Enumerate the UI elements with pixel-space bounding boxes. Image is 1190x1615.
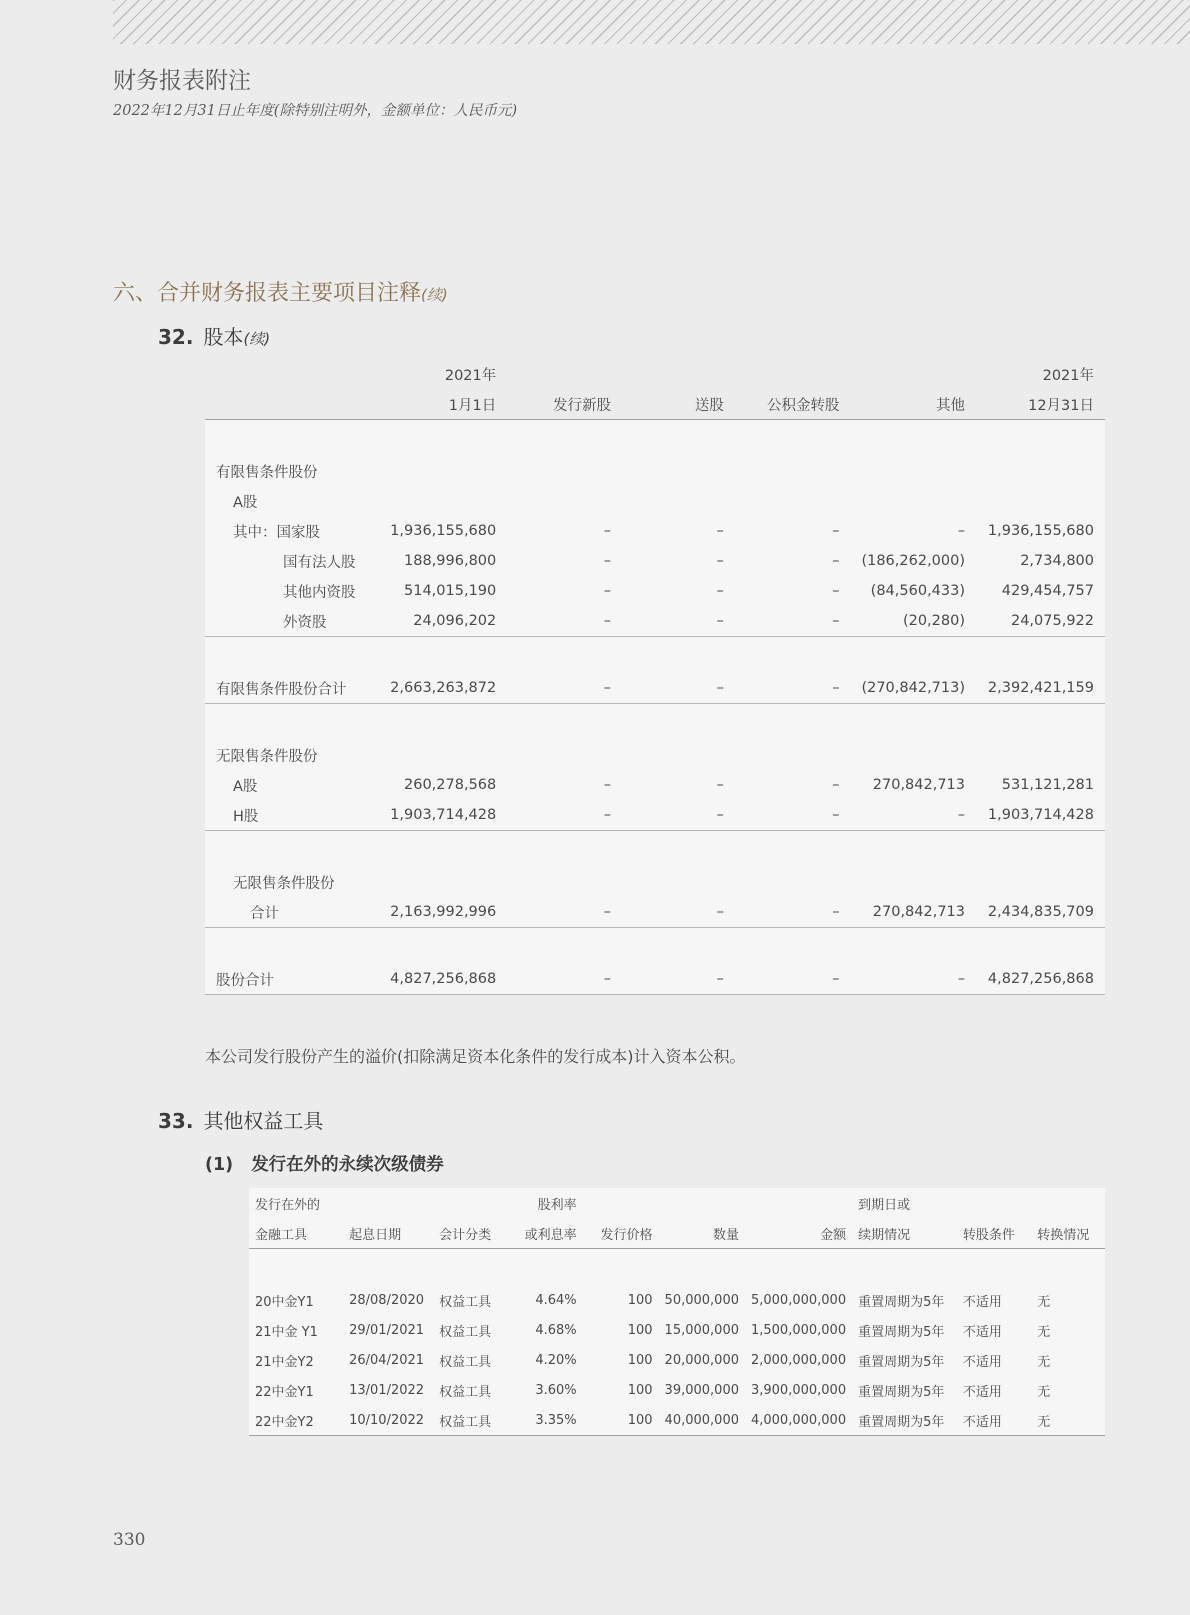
cell-quantity: 20,000,000 <box>659 1345 745 1375</box>
cell-bonus: – <box>622 516 735 546</box>
note-33-number: 33. <box>158 1109 194 1133</box>
cell-name: 21中金 Y1 <box>249 1315 343 1345</box>
col-maturity: 到期日或 <box>852 1188 957 1218</box>
cell-new: – <box>507 673 622 704</box>
col-reserve: 公积金转股 <box>735 389 851 420</box>
unrestricted-block <box>205 704 1105 831</box>
cell-reserve: – <box>735 546 851 576</box>
table-row <box>205 516 1105 546</box>
cell-term: 重置周期为5年 <box>852 1285 957 1315</box>
cell-status: 无 <box>1031 1345 1105 1375</box>
cell-quantity: 39,000,000 <box>659 1375 745 1405</box>
cell-bonus: – <box>622 897 735 928</box>
cell-other: 270,842,713 <box>850 897 976 928</box>
cell-class: 权益工具 <box>433 1345 507 1375</box>
row-label: A股 <box>205 486 379 516</box>
cell-term: 重置周期为5年 <box>852 1405 957 1436</box>
cell-bonus: – <box>622 800 735 831</box>
cell-open: 1,903,714,428 <box>379 800 507 831</box>
cell-quantity: 40,000,000 <box>659 1405 745 1436</box>
cell-price: 100 <box>583 1405 659 1436</box>
row-label: 股份合计 <box>205 964 379 995</box>
cell-rate: 4.64% <box>507 1285 583 1315</box>
table-row <box>205 546 1105 576</box>
cell-open: 1,936,155,680 <box>379 516 507 546</box>
cell-term: 重置周期为5年 <box>852 1345 957 1375</box>
cell-amount: 3,900,000,000 <box>745 1375 852 1405</box>
table-row <box>205 486 1105 516</box>
row-label: 合计 <box>205 897 379 928</box>
cell-reserve: – <box>735 897 851 928</box>
cell-conversion: 不适用 <box>957 1315 1031 1345</box>
row-label: 其他内资股 <box>205 576 379 606</box>
row-label: 国有法人股 <box>205 546 379 576</box>
cell-name: 22中金Y2 <box>249 1405 343 1436</box>
cell-date: 29/01/2021 <box>343 1315 433 1345</box>
cell-conversion: 不适用 <box>957 1405 1031 1436</box>
col-instrument: 发行在外的 <box>249 1188 343 1218</box>
row-label: 其中：国家股 <box>205 516 379 546</box>
col-class: 会计分类 <box>433 1218 507 1249</box>
cell-close: 1,903,714,428 <box>976 800 1105 831</box>
col-status: 转换情况 <box>1031 1218 1105 1249</box>
cell-close: 2,392,421,159 <box>976 673 1105 704</box>
cell-date: 28/08/2020 <box>343 1285 433 1315</box>
col-instrument-2: 金融工具 <box>249 1218 343 1249</box>
row-label: 有限售条件股份合计 <box>205 673 379 704</box>
cell-new: – <box>507 800 622 831</box>
table-row <box>205 867 1105 897</box>
note-33-heading <box>158 1105 323 1134</box>
row-label: 无限售条件股份 <box>205 740 379 770</box>
col-new-issue: 发行新股 <box>507 389 622 420</box>
note-33-sub-title: 发行在外的永续次级债券 <box>251 1155 444 1175</box>
cell-other: – <box>850 516 976 546</box>
cell-reserve: – <box>735 673 851 704</box>
table-row <box>205 800 1105 831</box>
cell-amount: 2,000,000,000 <box>745 1345 852 1375</box>
section-title: 六、合并财务报表主要项目注释(续) <box>113 281 448 306</box>
cell-reserve: – <box>735 516 851 546</box>
cell-new: – <box>507 576 622 606</box>
cell-bonus: – <box>622 546 735 576</box>
col-bonus: 送股 <box>622 389 735 420</box>
col-amount: 金额 <box>745 1218 852 1249</box>
cell-close: 429,454,757 <box>976 576 1105 606</box>
running-header-title: 财务报表附注 <box>113 68 251 94</box>
table-row <box>205 456 1105 486</box>
running-header-subtitle: 2022年12月31日止年度(除特别注明外，金额单位：人民币元) <box>113 103 518 119</box>
col-close-date: 12月31日 <box>976 389 1105 420</box>
cell-amount: 5,000,000,000 <box>745 1285 852 1315</box>
cell-other: – <box>850 964 976 995</box>
table-row <box>205 770 1105 800</box>
table-row <box>205 673 1105 704</box>
table-row <box>205 606 1105 637</box>
note-33-title: 其他权益工具 <box>203 1109 324 1133</box>
section-title-cont: (续) <box>421 286 448 304</box>
cell-class: 权益工具 <box>433 1315 507 1345</box>
cell-new: – <box>507 770 622 800</box>
row-label: 有限售条件股份 <box>205 456 379 486</box>
cell-new: – <box>507 546 622 576</box>
table-row <box>205 964 1105 995</box>
row-label: 无限售条件股份 <box>205 867 379 897</box>
cell-term: 重置周期为5年 <box>852 1375 957 1405</box>
table-row <box>205 897 1105 928</box>
cell-name: 22中金Y1 <box>249 1375 343 1405</box>
col-open-year: 2021年 <box>444 367 497 384</box>
cell-conversion: 不适用 <box>957 1345 1031 1375</box>
note-32-cont: (续) <box>243 330 271 348</box>
cell-name: 21中金Y2 <box>249 1345 343 1375</box>
cell-reserve: – <box>735 576 851 606</box>
grand-total-block <box>205 928 1105 995</box>
cell-rate: 4.20% <box>507 1345 583 1375</box>
cell-term: 重置周期为5年 <box>852 1315 957 1345</box>
cell-bonus: – <box>622 964 735 995</box>
cell-bonus: – <box>622 770 735 800</box>
cell-close: 24,075,922 <box>976 606 1105 637</box>
cell-bonus: – <box>622 576 735 606</box>
cell-open: 260,278,568 <box>379 770 507 800</box>
col-price: 发行价格 <box>583 1218 659 1249</box>
cell-status: 无 <box>1031 1405 1105 1436</box>
cell-close: 4,827,256,868 <box>976 964 1105 995</box>
col-close-year: 2021年 <box>1042 367 1094 384</box>
table-row <box>205 740 1105 770</box>
note-32-number: 32. <box>158 325 194 349</box>
row-label: 外资股 <box>205 606 379 637</box>
cell-class: 权益工具 <box>433 1375 507 1405</box>
cell-reserve: – <box>735 964 851 995</box>
cell-open: 2,163,992,996 <box>379 897 507 928</box>
cell-open: 2,663,263,872 <box>379 673 507 704</box>
perpetual-bonds-table <box>249 1188 1105 1436</box>
restricted-total-block <box>205 637 1105 704</box>
cell-conversion: 不适用 <box>957 1285 1031 1315</box>
cell-status: 无 <box>1031 1315 1105 1345</box>
cell-status: 无 <box>1031 1375 1105 1405</box>
col-other: 其他 <box>850 389 976 420</box>
cell-close: 531,121,281 <box>976 770 1105 800</box>
page-number: 330 <box>113 1530 146 1550</box>
cell-close: 2,434,835,709 <box>976 897 1105 928</box>
cell-open: 24,096,202 <box>379 606 507 637</box>
cell-rate: 3.35% <box>507 1405 583 1436</box>
col-date: 起息日期 <box>343 1218 433 1249</box>
cell-rate: 3.60% <box>507 1375 583 1405</box>
cell-close: 2,734,800 <box>976 546 1105 576</box>
cell-open: 514,015,190 <box>379 576 507 606</box>
cell-date: 13/01/2022 <box>343 1375 433 1405</box>
cell-status: 无 <box>1031 1285 1105 1315</box>
cell-new: – <box>507 897 622 928</box>
cell-class: 权益工具 <box>433 1405 507 1436</box>
table-row <box>249 1345 1105 1375</box>
cell-new: – <box>507 964 622 995</box>
cell-other: (270,842,713) <box>850 673 976 704</box>
cell-amount: 1,500,000,000 <box>745 1315 852 1345</box>
table-header-row <box>205 389 1105 420</box>
cell-other: (20,280) <box>850 606 976 637</box>
cell-quantity: 15,000,000 <box>659 1315 745 1345</box>
restricted-block <box>205 420 1105 637</box>
table-row <box>249 1285 1105 1315</box>
cell-reserve: – <box>735 800 851 831</box>
cell-other: 270,842,713 <box>850 770 976 800</box>
cell-bonus: – <box>622 606 735 637</box>
cell-date: 10/10/2022 <box>343 1405 433 1436</box>
note-33-subheading <box>205 1151 444 1176</box>
cell-other: (84,560,433) <box>850 576 976 606</box>
col-conversion: 转股条件 <box>957 1218 1031 1249</box>
cell-reserve: – <box>735 770 851 800</box>
table-row <box>249 1315 1105 1345</box>
cell-price: 100 <box>583 1285 659 1315</box>
table-header-row <box>205 359 1105 389</box>
col-quantity: 数量 <box>659 1218 745 1249</box>
col-open-date: 1月1日 <box>379 389 507 420</box>
col-rate-2: 或利息率 <box>507 1218 583 1249</box>
row-label: H股 <box>205 800 379 831</box>
cell-amount: 4,000,000,000 <box>745 1405 852 1436</box>
note-32-title: 股本 <box>203 325 244 349</box>
table-header-row <box>249 1218 1105 1249</box>
share-premium-note: 本公司发行股份产生的溢价(扣除满足资本化条件的发行成本)计入资本公积。 <box>205 1047 746 1066</box>
cell-name: 20中金Y1 <box>249 1285 343 1315</box>
cell-rate: 4.68% <box>507 1315 583 1345</box>
table-row <box>249 1375 1105 1405</box>
cell-price: 100 <box>583 1375 659 1405</box>
note-32-heading <box>158 321 270 350</box>
cell-quantity: 50,000,000 <box>659 1285 745 1315</box>
table-row <box>205 576 1105 606</box>
cell-bonus: – <box>622 673 735 704</box>
cell-price: 100 <box>583 1315 659 1345</box>
cell-other: – <box>850 800 976 831</box>
col-rate: 股利率 <box>507 1188 583 1218</box>
unrestricted-total-block <box>205 831 1105 928</box>
cell-date: 26/04/2021 <box>343 1345 433 1375</box>
cell-other: (186,262,000) <box>850 546 976 576</box>
table-row <box>249 1405 1105 1436</box>
table-header-row <box>249 1188 1105 1218</box>
cell-conversion: 不适用 <box>957 1375 1031 1405</box>
cell-close: 1,936,155,680 <box>976 516 1105 546</box>
share-capital-table <box>205 359 1105 995</box>
cell-new: – <box>507 606 622 637</box>
row-label: A股 <box>205 770 379 800</box>
cell-reserve: – <box>735 606 851 637</box>
cell-open: 4,827,256,868 <box>379 964 507 995</box>
note-33-sub-number: (1) <box>205 1155 234 1175</box>
header-hatch-band <box>113 0 1190 44</box>
col-maturity-2: 续期情况 <box>852 1218 957 1249</box>
cell-price: 100 <box>583 1345 659 1375</box>
cell-new: – <box>507 516 622 546</box>
cell-open: 188,996,800 <box>379 546 507 576</box>
cell-class: 权益工具 <box>433 1285 507 1315</box>
